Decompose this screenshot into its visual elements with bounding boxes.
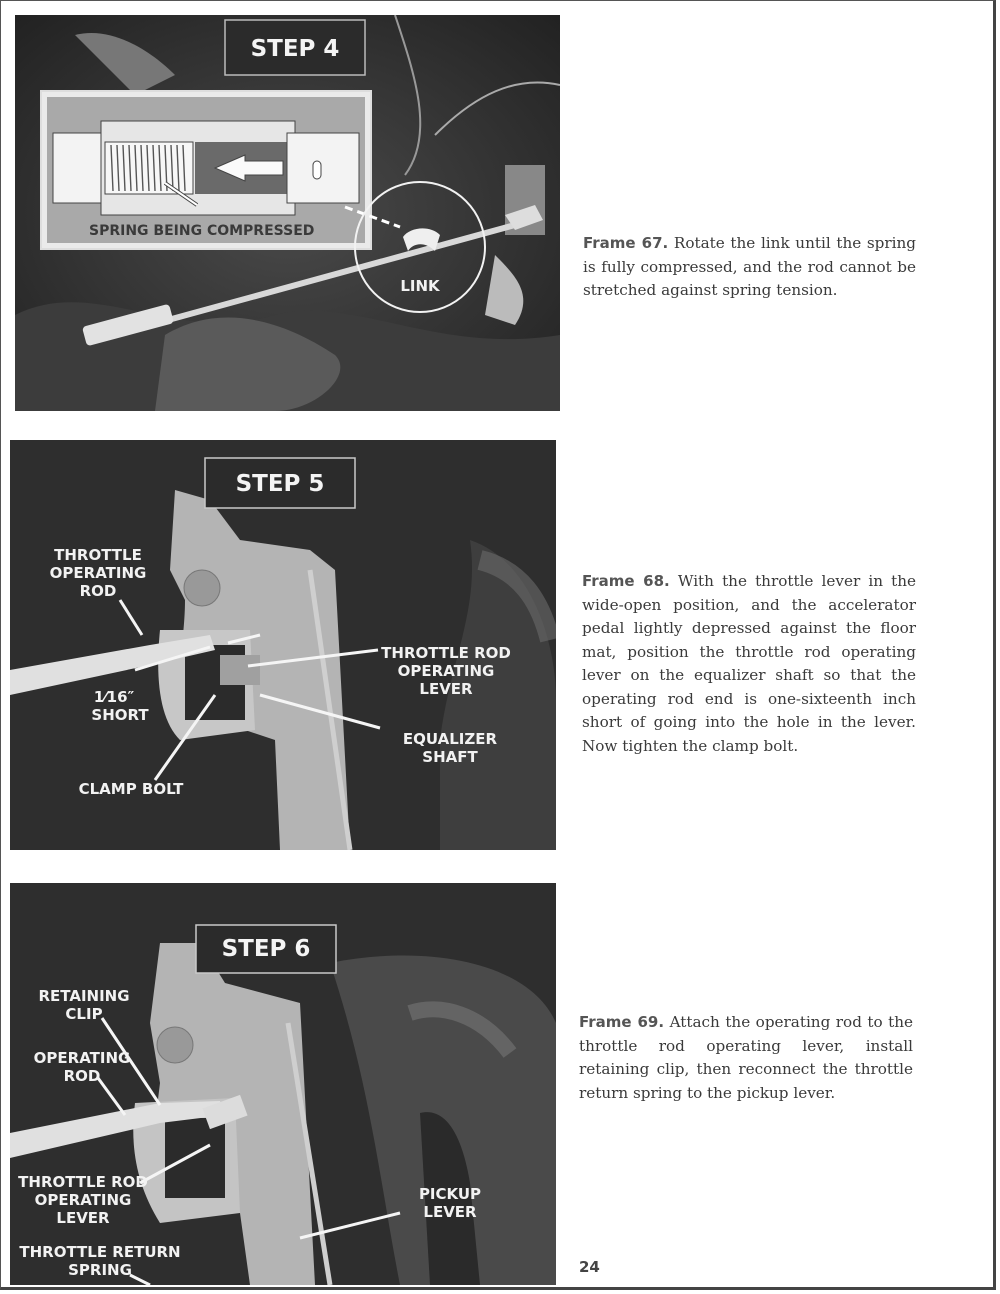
frame-67-label: Frame 67.: [583, 234, 669, 252]
throttle-return-spring-label-2: SPRING: [68, 1261, 132, 1279]
step-5-photo: [10, 440, 556, 850]
throttle-rod-operating-lever-label-2: OPERATING: [34, 1191, 132, 1209]
equalizer-shaft-label-2: SHAFT: [422, 748, 478, 766]
step-5-title: STEP 5: [235, 471, 325, 497]
pickup-lever-label-2: LEVER: [423, 1203, 477, 1221]
step-4-title: STEP 4: [250, 36, 340, 62]
throttle-return-spring-label-1: THROTTLE RETURN: [19, 1243, 181, 1261]
throttle-operating-rod-label-3: ROD: [79, 582, 117, 600]
step-6-photo: [10, 883, 556, 1285]
spring-inset-diagram: [41, 91, 371, 249]
pickup-lever-label-1: PICKUP: [418, 1185, 482, 1203]
operating-rod-label-1: OPERATING: [33, 1049, 131, 1067]
clamp-bolt-label: CLAMP BOLT: [78, 780, 184, 798]
short-label: SHORT: [91, 706, 149, 724]
page-number: 24: [579, 1258, 600, 1276]
frame-67-caption: [583, 232, 916, 303]
throttle-operating-rod-label-1: THROTTLE: [54, 546, 142, 564]
throttle-operating-rod-label-2: OPERATING: [49, 564, 147, 582]
frame-69-text: Attach the operating rod to the throttle rod operating lever, install retaining clip, then reconnect the throttle return spring to the pickup lever.: [579, 1013, 914, 1102]
retaining-clip-label-2: CLIP: [65, 1005, 103, 1023]
throttle-rod-operating-lever-label-1: THROTTLE ROD: [18, 1173, 148, 1191]
frame-68-text: With the throttle lever in the wide-open position, and the accelerator pedal lightly depressed against the floor mat, position the throttle rod operating lever on the equalizer shaft so that the operating rod end is one-sixteenth inch short of going into the hole in the lever. Now tighten the clamp bolt.: [582, 572, 917, 755]
frame-68-caption: [582, 570, 916, 758]
spring-compressed-label: SPRING BEING COMPRESSED: [89, 223, 315, 239]
frame-69-label: Frame 69.: [579, 1013, 665, 1031]
retaining-clip-label-1: RETAINING: [38, 987, 130, 1005]
equalizer-shaft-label-1: EQUALIZER: [402, 730, 498, 748]
link-label: LINK: [400, 277, 440, 295]
frame-68-label: Frame 68.: [582, 572, 670, 590]
step-4-photo: [15, 15, 560, 411]
throttle-rod-operating-lever-label-2: OPERATING: [397, 662, 495, 680]
step-6-title: STEP 6: [221, 936, 311, 962]
throttle-rod-operating-lever-label-1: THROTTLE ROD: [381, 644, 511, 662]
frame-69-caption: [579, 1011, 913, 1105]
operating-rod-label-2: ROD: [63, 1067, 101, 1085]
throttle-rod-operating-lever-label-3: LEVER: [419, 680, 473, 698]
one-sixteenth-label: 1⁄16″: [93, 688, 135, 706]
frame-67-text: Rotate the link until the spring is fully compressed, and the rod cannot be stretched against spring tension.: [583, 234, 917, 299]
throttle-rod-operating-lever-label-3: LEVER: [56, 1209, 110, 1227]
